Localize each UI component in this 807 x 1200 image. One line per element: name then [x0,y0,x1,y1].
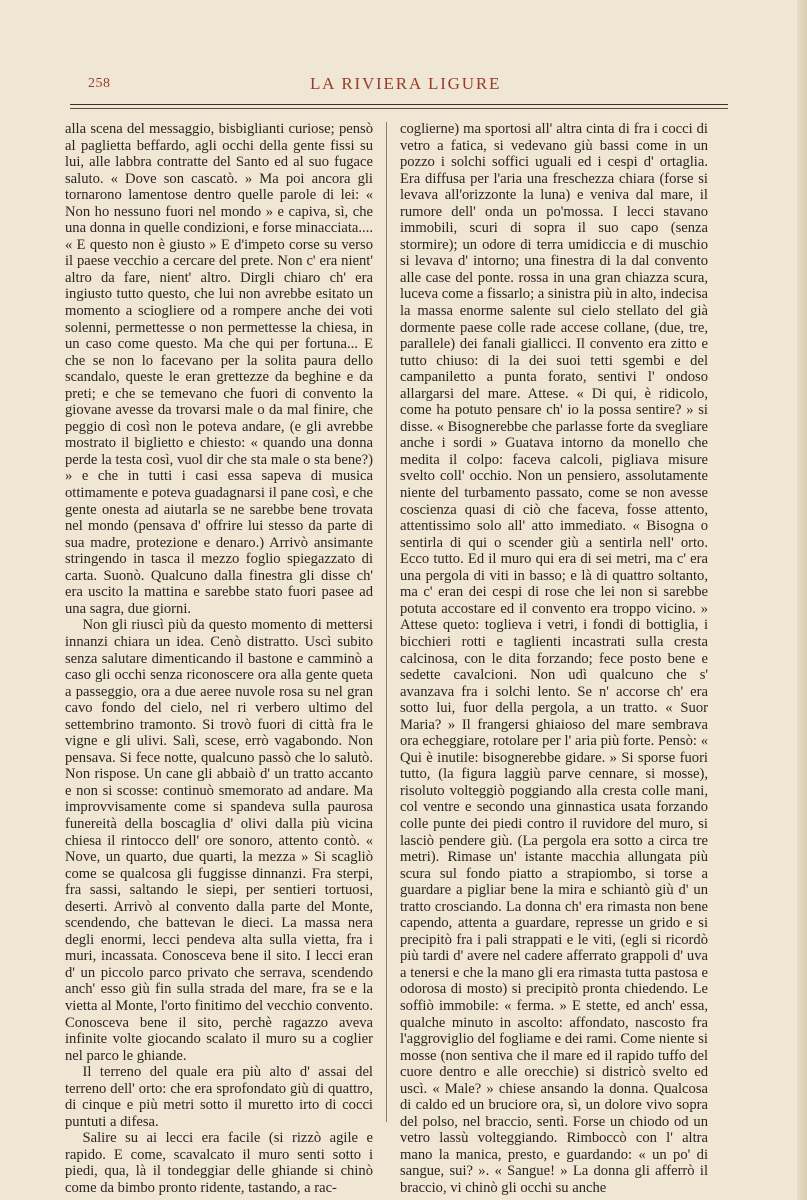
magazine-title: LA RIVIERA LIGURE [310,74,502,93]
page-number: 258 [88,76,111,91]
header-rule [70,104,728,105]
left-paragraph-1: alla scena del messaggio, bisbiglianti curiose; pensò al paglietta beffardo, agli occhi della gente fissi su lui, alle labbra contratte del Santo ed al suo fugace saluto. « Dove son cascatò. » Ma poi ancora gli tornarono lamentose dentro quelle parole di lei: « Non ho nessuno fuori nel mondo » e capiva, sì, che una donna in quelle condizioni, e forse minacciata.... « E questo non è giusto » E d'impeto corse su verso il paese vecchio a cercare del prete. Non c' era nient' altro da fare, nient' altro. Dirgli chiaro ch' era ingiusto tutto questo, che lui non avrebbe esitato un momento a sciogliere od a rompere anche dei voti solenni, permettesse o non permettesse la chiesa, in un caso come questo. Ma che qui per fortuna... E che se non lo facevano per la solita paura dello scandalo, queste le eran grettezze da beghine e da preti; e che se temevano che fuori di convento la giovane avesse da trovarsi male o da mal finire, che peggio di così non le poteva andare, (e gli avrebbe mostrato il biglietto e chiesto: « quando una donna perde la testa così, vuol dir che sta male o sta bene?) » e che in tutti i casi essa sapeva di musica ottimamente e poteva guadagnarsi il pane così, e che gente onesta ad aiutarla se ne sarebbe bene trovata nel mondo (pensava d' offrire lui stesso da parte di sua madre, protezione e denaro.) Arrivò ansimante stringendo in tasca il mezzo foglio spiegazzato di carta. Suonò. Qualcuno dalla finestra gli disse ch' era uscito la mattina e sarebbe stato fuori pasee ad una sagra, due giorni. [65,121,373,617]
running-header [88,74,708,98]
header-rule-thin [70,108,728,109]
left-column [65,121,373,1197]
right-paragraph-1: coglierne) ma sportosi all' altra cinta di fra i cocci di vetro a fatica, si vedevano giù bassi come in un pozzo i solchi soffici uguali ed i cespi d' ortaglia. Era diffusa per l'aria una freschezza chiara (forse si levava all'orizzonte la luna) e veniva dal mare, il rumore dell' onda un po'mossa. I lecci stavano immobili, scuri di sopra il suo capo (senza stormire); un odore di terra umidiccia e di muschio si levava d' intorno; una finestra di la dal convento alle case del ponte. rossa in una gran chiazza scura, luceva come a fissarlo; a sinistra più in alto, indecisa la massa enorme salente sul cielo stellato del già dormente paese colle rade accese collane, (due, tre, parallele) dei fanali giallicci. Il convento era zitto e tutto chiuso: di la dei suoi tetti sgembi e del campaniletto a punta forato, sentivi l' ondoso allargarsi del mare. Attese. « Di qui, è ridicolo, come ha potuto pensare ch' io la possa sentire? » si disse. « Bisognerebbe che parlasse forte da svegliare anche i sordi » Guatava intorno da monello che medita il colpo: faceva calcoli, pigliava misure svelto coll' occhio. Non un pensiero, assolutamente niente del turbamento passato, come se non avesse coscienza quasi di ciò che faceva, fosse attento, attentissimo solo all' atto immediato. « Bisogna o sentirla di qui o scender giù a sentirla nell' orto. Ecco tutto. Ed il muro qui era di sei metri, ma c' era una pergola di viti in basso; e là di quattro soltanto, ma c' eran dei cespi di rose che lei non si sarebbe potuta accostare ed il convento era troppo vicino. » Attese queto: toglieva i vetri, i fondi di bottiglia, i bicchieri rotti e taglienti incastrati sulla cresta calcinosa, con le dita forzando; fece posto bene e sedette cavalcioni. Non udì qualcuno che s' avanzava fra i solchi lento. Se n' accorse ch' era sotto lui, fuor della pergola, a un tratto. « Suor Maria? » Il frangersi ghiaioso del mare sembrava ora echeggiare, rotolare per l' aria più forte. Pensò: « Qui è inutile: bisognerebbe gidare. » Si sporse fuori tutto, (la figura laggiù parve cennare, si mosse), risoluto volteggiò poggiando alla cresta colle mani, col ventre e secondo una ginnastica usata forzando colle punte dei piedi contro il ruvidore del muro, si lasciò pendere giù. (La pergola era sotto a circa tre metri). Rimase un' istante macchia allungata più scura sul fondo piatto a strapiombo, si torse a guardare a pigliar bene la mira e schiantò giù d' un tratto crosciando. La donna ch' era rimasta non bene capendo, attenta a guardare, represse un grido e si precipitò fra i pali strappati e le viti, (egli si ricordò più tardi d' avere nel cadere afferrato grappoli d' uva a tenersi e che la mano gli era rimasta tutta pastosa e odorosa di mosto) si precipitò pronta chiedendo. Le soffiò immobile: « ferma. » E stette, ed anch' essa, qualche minuto in ascolto: affondato, nascosto fra l'aggroviglio del fogliame e dei rami. Come niente si mosse (non sentiva che il mare ed il rapido tuffo del cuore dentro e alle orecchie) si districò svelto ed uscì. « Male? » chiese ansando la donna. Qualcosa di caldo ed un bruciore ora, sì, un dolore vivo sopra del polso, nel braccio, sentì. Forse un chiodo od un vetro lassù volteggiando. Rimboccò con l' altra mano la manica, presto, e guardando: « un po' di sangue, sui? ». « Sangue! » La donna gli afferrò il braccio, vi chinò gli occhi su anche [400,121,708,1196]
left-paragraph-4: Salire su ai lecci era facile (si rizzò agile e rapido. E come, scavalcato il muro senti sotto i piedi, qua, là il tondeggiar delle ghiande si chinò come da bimbo pronto ridente, tastando, a rac- [65,1130,373,1196]
left-paragraph-3: Il terreno del quale era più alto d' assai del terreno dell' orto: che era sprofondato giù di quattro, di cinque e più metri sotto il muretto irto di cocci puntuti a difesa. [65,1064,373,1130]
page-edge [797,0,807,1200]
left-paragraph-2: Non gli riuscì più da questo momento di mettersi innanzi chiara un idea. Cenò distratto. Uscì subito senza salutare dimenticando il bastone e camminò a caso gli occhi senza riconoscere ora alla gente queta a passeggio, ora a due aeree nuvole rosa su nel gran cavo fondo del cielo, nel ri verbero ultimo del settembrino tramonto. Si trovò fuori di città fra le vigne e gli ulivi. Salì, scese, errò vagabondo. Non pensava. Si fece notte, qualcuno passò che lo salutò. Non rispose. Un cane gli abbaiò d' un tratto accanto e non si scosse: continuò smemorato ad andare. Ma improvvisamente come si spandeva sulla paurosa funereità della boscaglia d' olivi dalla più vicina chiesa il rintocco dell' ore sonoro, attento contò. « Nove, un quarto, due quarti, la mezza » Si scagliò come se qualcosa gli fuggisse dinnanzi. Fra sterpi, fra sassi, saltando le siepi, per sentieri tortuosi, deserti. Arrivò al convento dalla parte del Monte, scendendo, che battevan le dieci. La massa nera degli enormi, lecci pendeva alta sulla vietta, fra i muri, incassata. Conosceva bene il sito. I lecci eran d' un piccolo parco privato che serrava, scendendo anch' esso giù fin sulla strada del mare, fra se e la vietta al Monte, l'orto finitimo del vecchio convento. Conosceva bene il sito, perchè ragazzo aveva infinite volte giocando scalato il muro su a coglier nel parco le ghiande. [65,617,373,1064]
column-divider [386,122,387,1122]
right-column [400,121,708,1197]
